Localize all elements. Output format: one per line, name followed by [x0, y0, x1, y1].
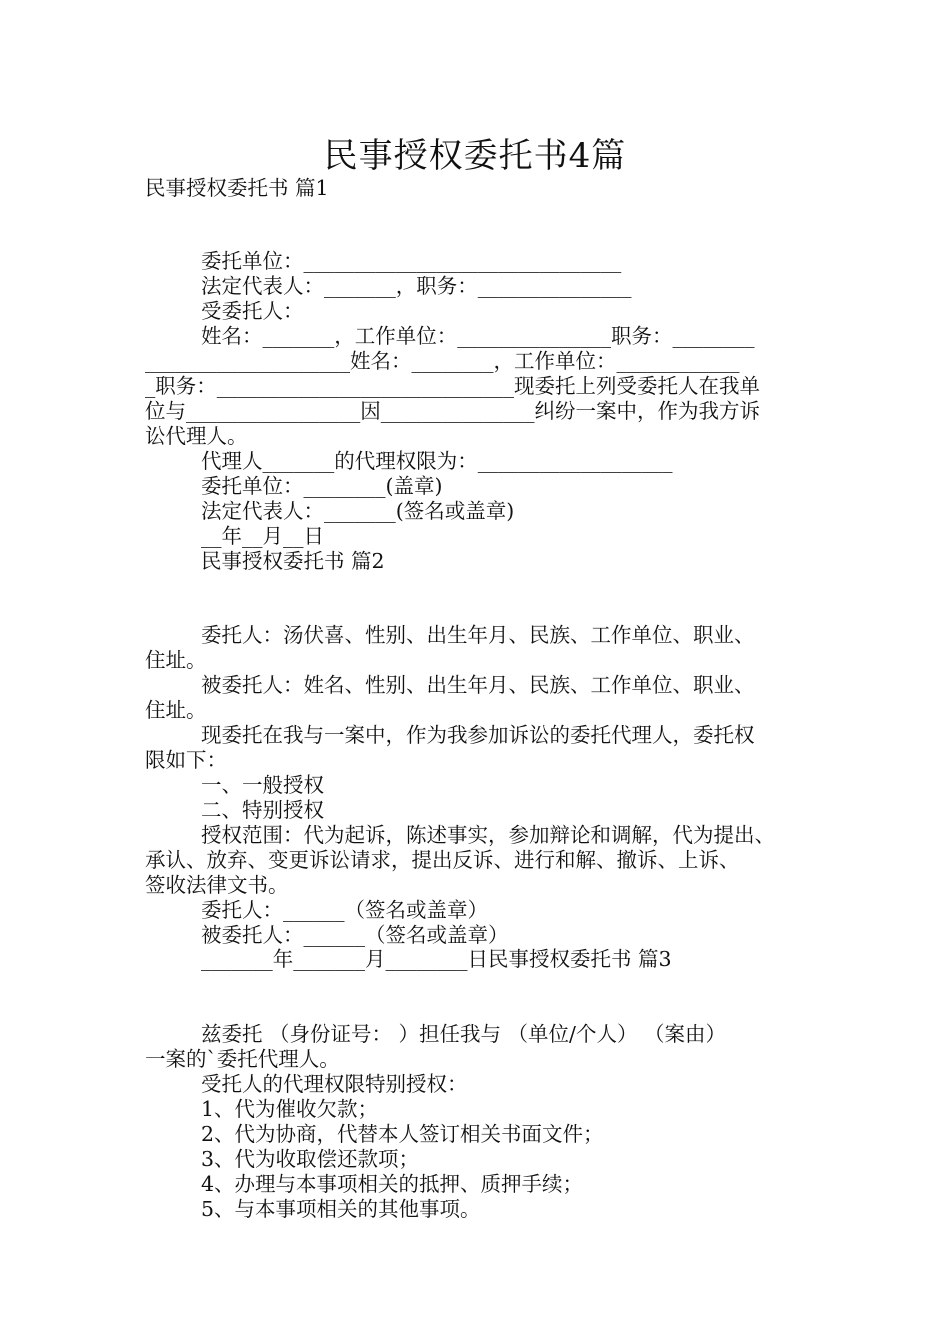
paragraph-line: 授权范围：代为起诉，陈述事实，参加辩论和调解，代为提出、	[201, 823, 775, 847]
paragraph-line: 法定代表人：_______(签名或盖章)	[201, 499, 515, 523]
list-item: 二、特别授权	[201, 798, 324, 822]
paragraph-line: 现委托在我与一案中，作为我参加诉讼的委托代理人，委托权	[201, 723, 755, 747]
paragraph-line: 住址。	[145, 698, 207, 722]
paragraph-line: 委托人：汤伏喜、性别、出生年月、民族、工作单位、职业、	[201, 623, 755, 647]
paragraph-line: 代理人_______的代理权限为：___________________	[201, 449, 673, 473]
paragraph-line: ____________________姓名：________，工作单位：____________	[145, 349, 740, 373]
paragraph-line: 签收法律文书。	[145, 873, 289, 897]
section-heading-2: 民事授权委托书 篇2	[201, 549, 385, 573]
paragraph-line: 被委托人：______（签名或盖章）	[201, 923, 509, 947]
list-item: 2、代为协商，代替本人签订相关书面文件；	[201, 1122, 604, 1146]
paragraph-line: 一案的`委托代理人。	[145, 1047, 340, 1071]
paragraph-line: _职务：_____________________________现委托上列受委托人在我单	[145, 374, 760, 398]
document-title: 民事授权委托书4篇	[323, 136, 627, 176]
paragraph-line: 兹委托 （身份证号： ）担任我与 （单位/个人） （案由）	[201, 1022, 726, 1046]
paragraph-line: 法定代表人：_______，职务：_______________	[201, 274, 632, 298]
paragraph-line: 被委托人：姓名、性别、出生年月、民族、工作单位、职业、	[201, 673, 755, 697]
date-line: __年__月__日	[201, 524, 324, 548]
paragraph-line: 姓名：_______，工作单位：_______________职务：________	[201, 324, 755, 348]
list-item: 一、一般授权	[201, 773, 324, 797]
paragraph-line: 委托单位：_______________________________	[201, 249, 622, 273]
section-heading-1: 民事授权委托书 篇1	[145, 176, 329, 200]
paragraph-line: 位与_________________因_______________纠纷一案中，作为我方诉	[145, 399, 760, 423]
list-item: 3、代为收取偿还款项；	[201, 1147, 420, 1171]
paragraph-line: 委托单位：________(盖章)	[201, 474, 443, 498]
paragraph-line: 住址。	[145, 648, 207, 672]
paragraph-line: 承认、放弃、变更诉讼请求，提出反诉、进行和解、撤诉、上诉、	[145, 848, 740, 872]
list-item: 1、代为催收欠款；	[201, 1097, 379, 1121]
paragraph-line: 委托人：______（签名或盖章）	[201, 898, 488, 922]
paragraph-line: 限如下：	[145, 748, 227, 772]
paragraph-line: 受委托人：	[201, 299, 304, 323]
list-item: 5、与本事项相关的其他事项。	[201, 1197, 481, 1221]
paragraph-line: 讼代理人。	[145, 424, 248, 448]
paragraph-line: 受托人的代理权限特别授权：	[201, 1072, 468, 1096]
list-item: 4、办理与本事项相关的抵押、质押手续；	[201, 1172, 584, 1196]
section-heading-3: _______年_______月________日民事授权委托书 篇3	[201, 947, 672, 971]
